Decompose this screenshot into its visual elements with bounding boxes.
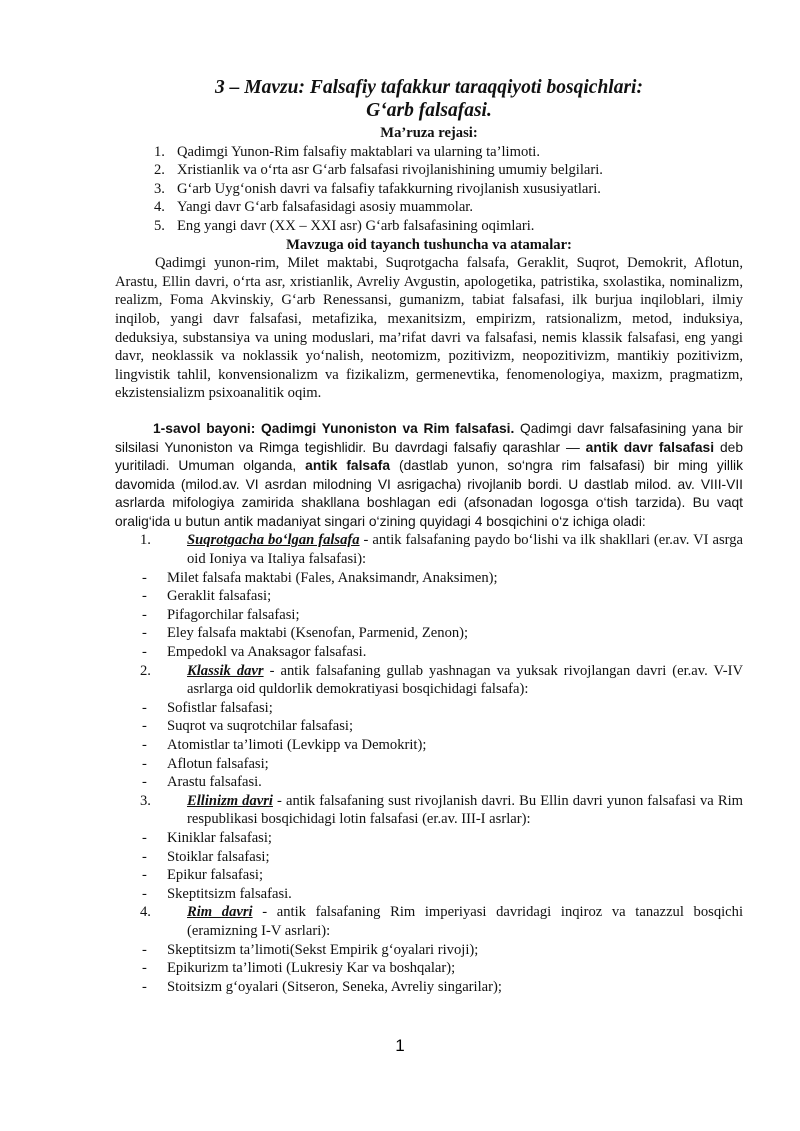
period-list-item: [115, 736, 743, 755]
dash-bullet: -: [142, 644, 147, 661]
dash-bullet: -: [142, 978, 147, 995]
period-item: [115, 531, 743, 568]
dash-bullet: -: [142, 960, 147, 977]
dash-bullet: -: [142, 885, 147, 902]
terms-paragraph: Qadimgi yunon-rim, Milet maktabi, Suqrotgacha falsafa, Geraklit, Suqrot, Demokrit, Aflotun, Arastu, Ellin davri, o‘rta asr, xristianlik, Avreliy Avgustin, apologetika, patristika, sxolastika, nominalizm, realizm, Foma Akvinskiy, G‘arb Renessansi, gumanizm, tabiat falsafasi, ilk burjua inqiloblari, ilmiy inqilob, yangi davr falsafasi, metafizika, mexanitsizm, empirizm, ratsionalizm, metod, induksiya, deduksiya, substansiya va uning moduslari, ma’rifat davri va falsafasi, nemis klassik falsafasi, eng yangi davr, neoklassik va noklassik yo‘nalish, neotomizm, pozitivizm, neopozitivizm, mantikiy pozitivizm, lingvistik tahlil, konvensionalizm va fizikalizm, germenevtika, fenomenologiya, maxizm, pragmatizm, ekzistensializm psixoanalitik oqim.: [115, 255, 743, 402]
plan-item-number: 1.: [154, 143, 165, 160]
periods-list: [115, 531, 743, 996]
period-item: [115, 792, 743, 829]
plan-item-text: Eng yangi davr (XX – XXI asr) G‘arb falsafasining oqimlari.: [177, 217, 535, 234]
title-line-1: 3 – Mavzu: Falsafiy tafakkur taraqqiyoti bosqichlari:: [215, 77, 643, 98]
period-list-item-text: Epikurizm ta’limoti (Lukresiy Kar va boshqalar);: [167, 960, 456, 977]
plan-item-text: G‘arb Uyg‘onish davri va falsafiy tafakkurning rivojlanish xususiyatlari.: [177, 180, 601, 197]
period-list-item: [115, 569, 743, 588]
period-description: - antik falsafaning gullab yashnagan va yuksak rivojlangan davri (er.av. V-IV asrlarga oid quldorlik demokratiyasi bosqichidagi falsafa):: [187, 662, 743, 698]
section-1-bold-term: antik davr falsafasi: [585, 439, 715, 455]
period-list-item-text: Skeptitsizm ta’limoti(Sekst Empirik g‘oyalari rivoji);: [167, 941, 479, 958]
period-number: 4.: [140, 904, 151, 921]
terms-heading: Mavzuga oid tayanch tushuncha va atamalar:: [286, 236, 572, 253]
plan-list: [115, 143, 743, 236]
section-1-text: deb yuritiladi. Umuman olganda,: [115, 439, 743, 474]
period-list-item-text: Kiniklar falsafasi;: [167, 829, 272, 846]
dash-bullet: -: [142, 569, 147, 586]
period-list-item: [115, 978, 743, 997]
period-description: - antik falsafaning paydo bo‘lishi va ilk shakllari (er.av. VI asrga oid Ioniya va Italiya falsafasi):: [187, 532, 744, 568]
plan-item-number: 3.: [154, 180, 165, 197]
period-list-item: [115, 643, 743, 662]
period-list-item: [115, 773, 743, 792]
period-list-item-text: Suqrot va suqrotchilar falsafasi;: [167, 718, 354, 735]
period-description: - antik falsafaning sust rivojlanish davri. Bu Ellin davri yunon falsafasi va Rim respublikasi bosqichidagi lotin falsafasi (er.av. III-I asrlar):: [187, 792, 743, 828]
plan-item-number: 5.: [154, 217, 165, 234]
period-list-item: [115, 699, 743, 718]
period-list-item: [115, 848, 743, 867]
plan-item: [154, 217, 743, 236]
document-page: [115, 76, 743, 996]
period-list-item-text: Stoitsizm g‘oyalari (Sitseron, Seneka, Avreliy singarilar);: [167, 978, 502, 995]
period-list-item-text: Eley falsafa maktabi (Ksenofan, Parmenid, Zenon);: [167, 625, 469, 642]
period-list-item-text: Arastu falsafasi.: [167, 774, 262, 791]
period-item: [115, 662, 743, 699]
dash-bullet: -: [142, 774, 147, 791]
period-list-item-text: Atomistlar ta’limoti (Levkipp va Demokrit);: [167, 737, 427, 753]
dash-bullet: -: [142, 737, 147, 753]
dash-bullet: -: [142, 718, 147, 735]
dash-bullet: -: [142, 606, 147, 623]
plan-item: [154, 198, 743, 217]
title-line-2: G‘arb falsafasi.: [366, 100, 492, 121]
period-text: [187, 531, 743, 568]
period-number: 1.: [140, 532, 151, 549]
blank-line: [115, 403, 743, 420]
section-1-heading: 1-savol bayoni: Qadimgi Yunoniston va Rim falsafasi.: [153, 420, 515, 436]
period-number: 2.: [140, 662, 151, 679]
dash-bullet: -: [142, 625, 147, 642]
dash-bullet: -: [142, 867, 147, 884]
period-text: [187, 792, 743, 829]
period-list-item-text: Geraklit falsafasi;: [167, 588, 272, 605]
plan-item-text: Qadimgi Yunon-Rim falsafiy maktablari va ularning ta’limoti.: [177, 143, 541, 160]
period-list-item: [115, 885, 743, 904]
page-number: 1: [395, 1036, 405, 1055]
period-list-item-text: Stoiklar falsafasi;: [167, 848, 270, 865]
period-list-item: [115, 755, 743, 774]
plan-item-text: Yangi davr G‘arb falsafasidagi asosiy muammolar.: [177, 199, 473, 216]
period-item: [115, 903, 743, 940]
plan-heading: Ma’ruza rejasi:: [380, 125, 478, 141]
period-list-item: [115, 959, 743, 978]
period-list-item-text: Skeptitsizm falsafasi.: [167, 885, 292, 902]
period-list-item-text: Aflotun falsafasi;: [167, 755, 269, 772]
plan-item: [154, 161, 743, 180]
period-list-item: [115, 866, 743, 885]
period-name: Ellinizm davri: [187, 792, 273, 809]
section-1-bold-term: antik falsafa: [305, 458, 391, 474]
dash-bullet: -: [142, 829, 147, 846]
plan-item-number: 4.: [154, 199, 165, 216]
period-name: Rim davri: [187, 904, 253, 921]
period-list-item-text: Epikur falsafasi;: [167, 867, 264, 884]
period-list-item: [115, 587, 743, 606]
period-list-item-text: Empedokl va Anaksagor falsafasi.: [167, 644, 367, 661]
dash-bullet: -: [142, 588, 147, 605]
period-text: [187, 662, 743, 699]
section-1-paragraph: [115, 420, 743, 532]
period-name: Klassik davr: [187, 662, 264, 679]
period-list-item: [115, 624, 743, 643]
period-description: - antik falsafaning Rim imperiyasi davridagi inqiroz va tanazzul bosqichi (eramizning I-V asrlari):: [187, 904, 744, 939]
dash-bullet: -: [142, 941, 147, 958]
plan-item: [154, 180, 743, 199]
period-list-item: [115, 606, 743, 625]
period-list-item: [115, 941, 743, 960]
period-list-item-text: Milet falsafa maktabi (Fales, Anaksimandr, Anaksimen);: [167, 569, 498, 586]
dash-bullet: -: [142, 848, 147, 865]
dash-bullet: -: [142, 755, 147, 772]
plan-item: [154, 143, 743, 162]
period-list-item: [115, 829, 743, 848]
period-list-item-text: Pifagorchilar falsafasi;: [167, 606, 300, 623]
plan-item-number: 2.: [154, 162, 165, 179]
period-list-item: [115, 717, 743, 736]
dash-bullet: -: [142, 699, 147, 716]
period-name: Suqrotgacha bo‘lgan falsafa: [187, 532, 360, 549]
period-number: 3.: [140, 792, 151, 809]
period-list-item-text: Sofistlar falsafasi;: [167, 699, 273, 716]
section-1-text: Qadimgi davr falsafasining yana bir silsilasi Yunoniston va Rimga tegishlidir. Bu davrdagi falsafiy qarashlar —: [115, 420, 743, 455]
period-text: [187, 903, 743, 940]
plan-item-text: Xristianlik va o‘rta asr G‘arb falsafasi rivojlanishining umumiy belgilari.: [177, 162, 603, 179]
section-1-text: (dastlab yunon, so‘ngra rim falsafasi) bir ming yillik davomida (milod.av. VI asrdan milodning VI asrigacha) rivojlanib bordi. U dastlab milod. av. VIII-VII asrlarda mifologiya zamirida shakllana boshlagan edi (afsonadan logosga o‘tish tarzida). Bu vaqt oralig‘ida u butun antik madaniyat singari o‘zining quyidagi 4 bosqichini o‘z ichiga oladi:: [115, 458, 743, 529]
